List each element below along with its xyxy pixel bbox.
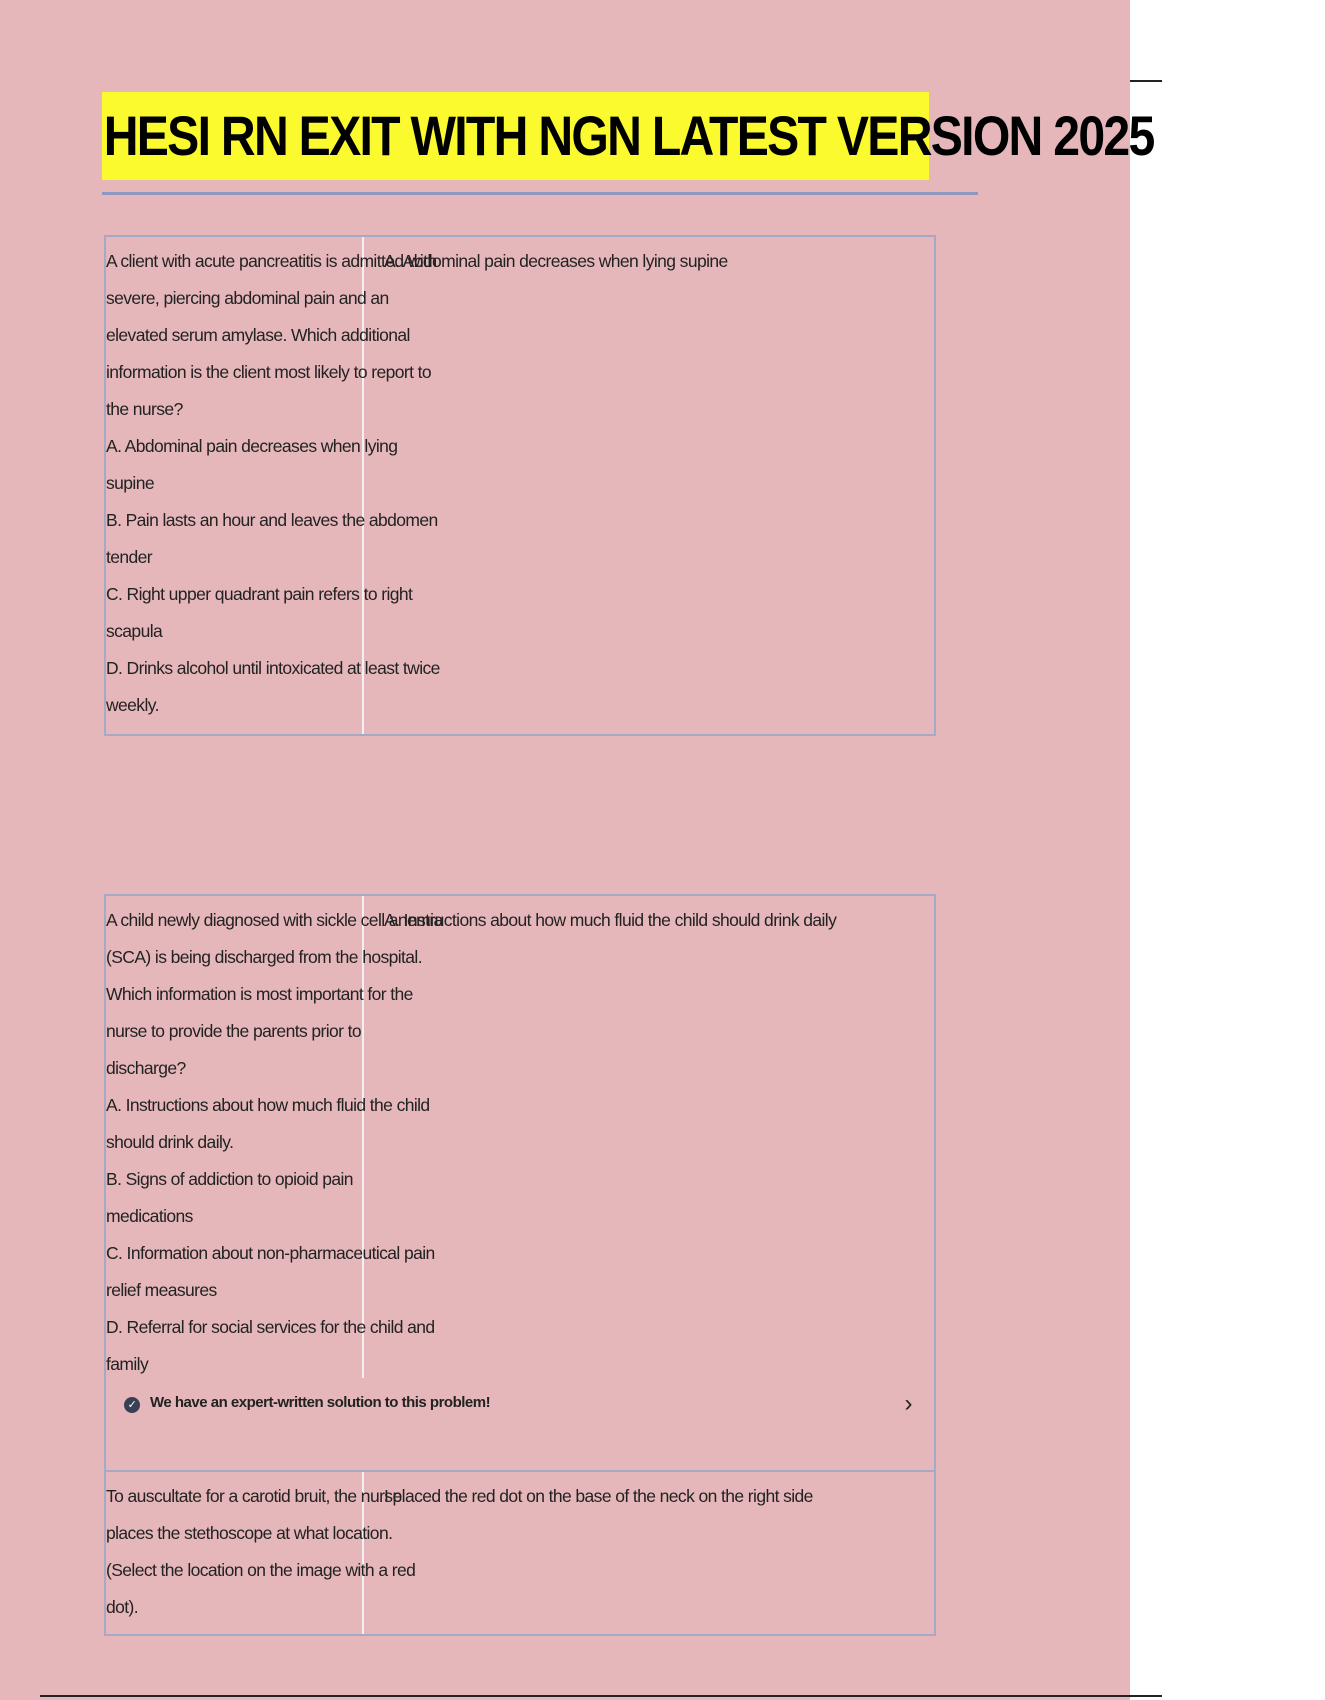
option-line: A. Abdominal pain decreases when lying <box>106 436 398 456</box>
question-line: nurse to provide the parents prior to <box>106 1021 362 1041</box>
option-line: B. Pain lasts an hour and leaves the abdomen <box>106 510 438 530</box>
bottom-rule <box>40 1695 1162 1697</box>
option-line: D. Referral for social services for the child and <box>106 1317 435 1337</box>
option-line: should drink daily. <box>106 1132 234 1152</box>
option-line: C. Information about non-pharmaceutical pain <box>106 1243 435 1263</box>
title-underline <box>102 192 978 195</box>
question-line: the nurse? <box>106 399 183 419</box>
question-1 <box>106 237 440 734</box>
question-line: To auscultate for a carotid bruit, the nurse <box>106 1486 402 1506</box>
question-line: (Select the location on the image with a red <box>106 1560 416 1580</box>
question-line: places the stethoscope at what location. <box>106 1523 393 1543</box>
option-line: A. Instructions about how much fluid the child <box>106 1095 430 1115</box>
check-circle-icon: ✓ <box>124 1397 140 1413</box>
option-line: D. Drinks alcohol until intoxicated at least twice <box>106 658 440 678</box>
option-line: tender <box>106 547 153 567</box>
question-line: (SCA) is being discharged from the hospital. <box>106 947 422 967</box>
flashcard-1[interactable] <box>104 235 936 736</box>
question-line: A child newly diagnosed with sickle cell anemia <box>106 910 443 930</box>
answer-1: A. Abdominal pain decreases when lying supine <box>384 251 728 271</box>
document-title: HESI RN EXIT WITH NGN LATEST VERSION 2025 <box>102 92 929 180</box>
question-line: severe, piercing abdominal pain and an <box>106 288 389 308</box>
option-line: relief measures <box>106 1280 217 1300</box>
option-line: B. Signs of addiction to opioid pain <box>106 1169 353 1189</box>
question-line: A client with acute pancreatitis is admitted with <box>106 251 437 271</box>
answer-3: I placed the red dot on the base of the neck on the right side <box>384 1486 813 1506</box>
option-line: supine <box>106 473 154 493</box>
question-line: elevated serum amylase. Which additional <box>106 325 410 345</box>
option-line: medications <box>106 1206 193 1226</box>
question-2 <box>106 896 443 1378</box>
question-line: dot). <box>106 1597 139 1617</box>
banner-text: We have an expert-written solution to this problem! <box>150 1394 491 1411</box>
corner-dash <box>1130 80 1162 82</box>
answer-2: A. Instructions about how much fluid the child should drink daily <box>384 910 837 930</box>
chevron-right-icon[interactable]: › <box>904 1390 912 1417</box>
flashcard-2[interactable] <box>104 894 936 1472</box>
option-line: C. Right upper quadrant pain refers to right <box>106 584 413 604</box>
option-line: family <box>106 1354 149 1374</box>
flashcard-3[interactable] <box>104 1470 936 1636</box>
question-line: discharge? <box>106 1058 186 1078</box>
option-line: scapula <box>106 621 163 641</box>
expert-solution-banner[interactable] <box>124 1388 916 1424</box>
option-line: weekly. <box>106 695 159 715</box>
question-3 <box>106 1472 416 1634</box>
question-line: Which information is most important for the <box>106 984 413 1004</box>
question-line: information is the client most likely to report to <box>106 362 432 382</box>
